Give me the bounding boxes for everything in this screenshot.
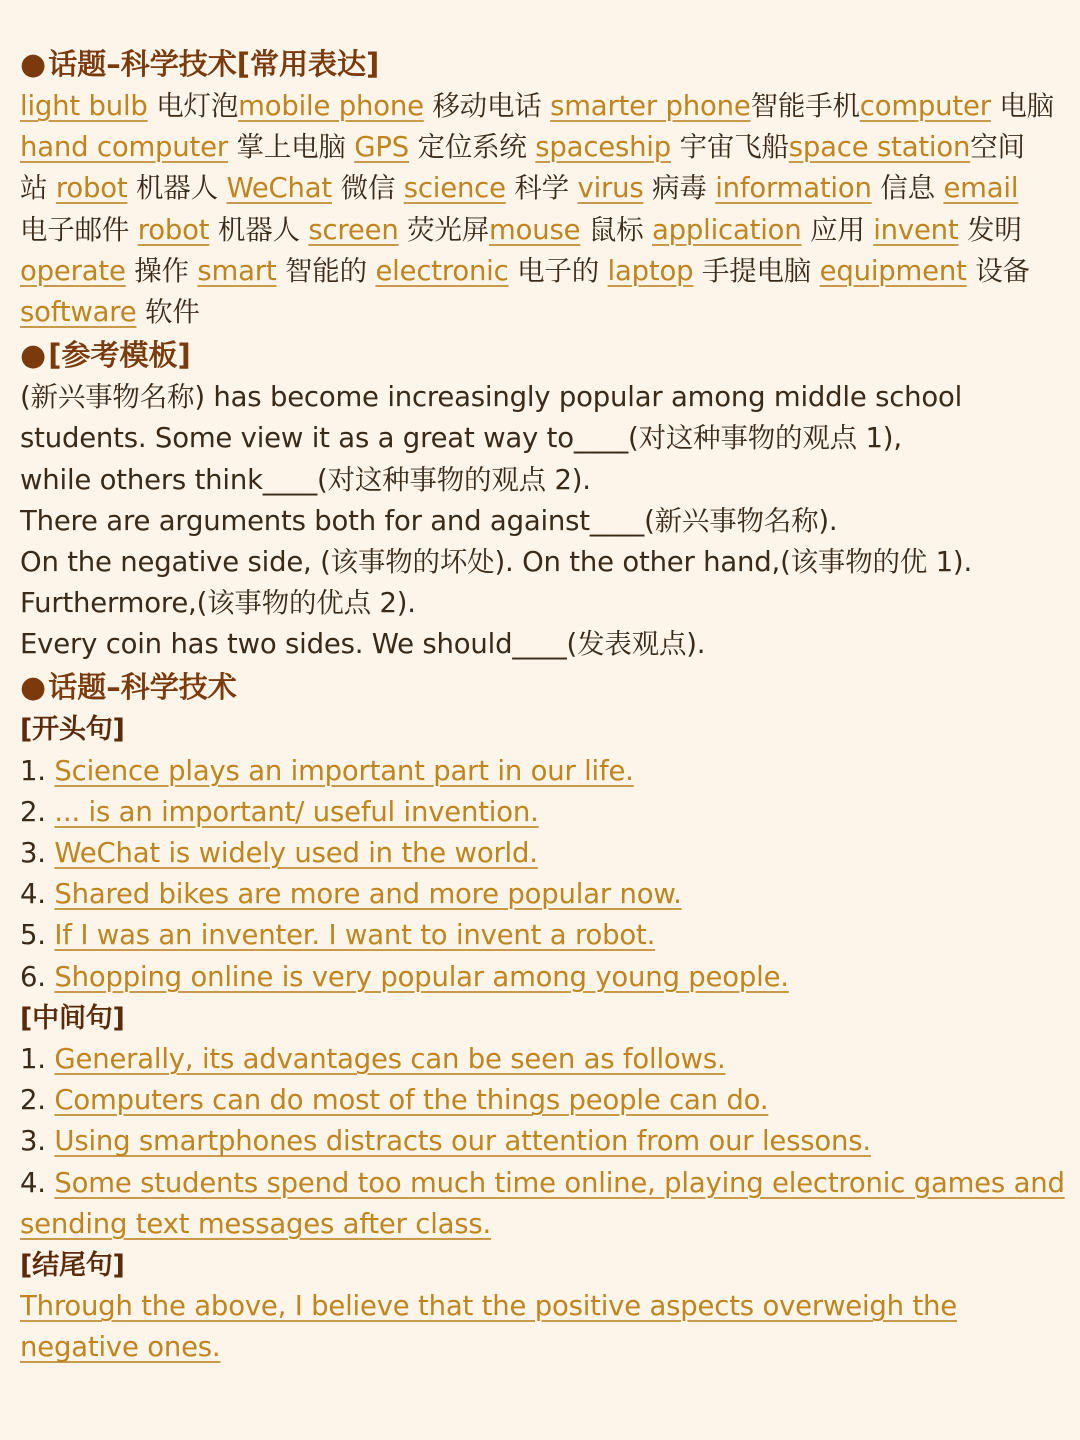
vocab-zh: 发明: [967, 213, 1022, 246]
sentence[interactable]: Using smartphones distracts our attention from our lessons.: [54, 1125, 871, 1158]
vocab-en[interactable]: equipment: [819, 254, 967, 287]
vocab-zh: 设备: [975, 254, 1030, 287]
closing-sentence: [20, 1286, 1070, 1327]
vocab-en[interactable]: invent: [873, 213, 959, 246]
sentence[interactable]: Through the above, I believe that the positive aspects overweigh the: [20, 1290, 957, 1323]
vocab-zh: 荧光屏: [407, 213, 490, 246]
middle-label: [中间句]: [20, 1002, 125, 1034]
vocab-en[interactable]: operate: [20, 254, 126, 287]
vocab-zh: 科学: [514, 172, 569, 205]
vocab-line: [20, 127, 1070, 168]
section-title-sentences: ●话题–科学技术: [20, 670, 237, 706]
vocab-zh: 电子邮件: [20, 213, 130, 246]
sentence[interactable]: Shared bikes are more and more popular now.: [54, 878, 682, 911]
vocab-line: [20, 210, 1070, 251]
vocab-zh: 定位系统: [417, 131, 527, 164]
vocab-en[interactable]: hand computer: [20, 131, 228, 164]
vocab-line: [20, 86, 1070, 127]
list-item: [20, 751, 1070, 792]
item-number: 2.: [20, 795, 46, 828]
item-number: 4.: [20, 1166, 46, 1199]
item-number: 4.: [20, 878, 46, 911]
template-line: while others think____(对这种事物的观点 2).: [20, 463, 591, 496]
vocab-zh: 机器人: [217, 213, 300, 246]
vocab-en[interactable]: electronic: [375, 254, 509, 287]
item-number: 3.: [20, 1125, 46, 1158]
vocab-line: [20, 251, 1070, 292]
vocab-en[interactable]: computer: [859, 90, 991, 122]
list-item: [20, 833, 1070, 874]
item-number: 1.: [20, 754, 46, 787]
vocab-en[interactable]: software: [20, 295, 137, 328]
bullet-icon: ●: [20, 338, 47, 374]
sentence[interactable]: ... is an important/ useful invention.: [54, 795, 539, 828]
vocab-zh: 操作: [134, 254, 189, 287]
sentence[interactable]: sending text messages after class.: [20, 1207, 492, 1240]
vocab-zh: 电灯泡: [156, 90, 239, 122]
vocab-en[interactable]: screen: [308, 213, 399, 246]
vocab-zh: 软件: [145, 295, 200, 328]
list-item: [20, 915, 1070, 956]
vocab-zh: 站: [20, 172, 48, 205]
item-number: 5.: [20, 919, 46, 952]
opening-label: [开头句]: [20, 714, 125, 746]
list-item: [20, 1163, 1070, 1204]
closing-sentence-continuation: [20, 1327, 1070, 1368]
vocab-en[interactable]: mobile phone: [238, 90, 424, 122]
vocab-zh: 手提电脑: [701, 254, 812, 287]
vocab-zh: 鼠标: [588, 213, 644, 246]
vocab-en[interactable]: light bulb: [20, 90, 148, 122]
vocab-en[interactable]: mouse: [489, 213, 581, 246]
sentence[interactable]: negative ones.: [20, 1331, 221, 1364]
vocab-zh: 电脑: [999, 90, 1054, 122]
sentence[interactable]: Some students spend too much time online, playing electronic games and: [54, 1166, 1065, 1199]
vocab-en[interactable]: smart: [197, 254, 277, 287]
vocab-zh: 应用: [810, 213, 865, 246]
list-item-continuation: [20, 1204, 1070, 1245]
vocab-en[interactable]: GPS: [354, 131, 409, 164]
item-number: 1.: [20, 1042, 46, 1075]
vocab-en[interactable]: spaceship: [535, 131, 672, 164]
sentence[interactable]: WeChat is widely used in the world.: [54, 837, 538, 869]
vocab-en[interactable]: virus: [577, 172, 644, 205]
vocab-en[interactable]: WeChat: [226, 172, 333, 205]
vocab-line: [20, 292, 1070, 333]
vocab-zh: 空间: [970, 131, 1025, 164]
vocab-en[interactable]: space station: [788, 131, 971, 164]
sentence[interactable]: Shopping online is very popular among young people.: [54, 960, 789, 993]
list-item: [20, 1121, 1070, 1162]
sentence[interactable]: Generally, its advantages can be seen as follows.: [54, 1042, 726, 1075]
closing-label: [结尾句]: [20, 1249, 125, 1281]
vocab-zh: 智能手机: [750, 90, 860, 122]
vocab-zh: 宇宙飞船: [679, 131, 789, 164]
template-line: Every coin has two sides. We should____(发表观点).: [20, 628, 706, 661]
section-title-expressions: ●话题–科学技术[常用表达]: [20, 47, 380, 82]
list-item: [20, 874, 1070, 915]
item-number: 3.: [20, 837, 46, 869]
vocab-en[interactable]: email: [943, 172, 1019, 205]
vocab-en[interactable]: science: [403, 172, 506, 205]
vocab-zh: 微信: [340, 172, 396, 205]
bullet-icon: ●: [20, 47, 47, 82]
template-line: There are arguments both for and against____(新兴事物名称).: [20, 504, 838, 537]
vocab-zh: 移动电话: [432, 90, 542, 122]
template-line: Furthermore,(该事物的优点 2).: [20, 587, 416, 620]
vocab-zh: 智能的: [284, 254, 367, 287]
list-item: [20, 792, 1070, 833]
template-line: (新兴事物名称) has become increasingly popular among middle school: [20, 381, 963, 414]
vocab-zh: 机器人: [136, 172, 218, 205]
sentence[interactable]: If I was an inventer. I want to invent a robot.: [54, 919, 656, 952]
vocab-en[interactable]: application: [652, 213, 802, 246]
sentence[interactable]: Science plays an important part in our life.: [54, 754, 634, 787]
vocab-en[interactable]: smarter phone: [550, 90, 751, 122]
section-title-template: ●[参考模板]: [20, 338, 191, 374]
vocab-en[interactable]: robot: [55, 172, 128, 205]
sentence[interactable]: Computers can do most of the things people can do.: [54, 1084, 769, 1117]
vocab-zh: 信息: [880, 172, 935, 205]
list-item: [20, 1039, 1070, 1080]
vocab-en[interactable]: laptop: [607, 254, 694, 287]
vocab-zh: 病毒: [652, 172, 707, 205]
list-item: [20, 1080, 1070, 1121]
vocab-zh: 掌上电脑: [236, 131, 346, 164]
item-number: 2.: [20, 1084, 46, 1117]
item-number: 6.: [20, 960, 46, 993]
vocab-zh: 电子的: [517, 254, 599, 287]
template-line: On the negative side, (该事物的坏处). On the other hand,(该事物的优 1).: [20, 545, 973, 578]
list-item: [20, 957, 1070, 998]
vocab-line: [20, 168, 1070, 209]
bullet-icon: ●: [20, 670, 47, 706]
template-line: students. Some view it as a great way to____(对这种事物的观点 1),: [20, 422, 902, 455]
vocab-en[interactable]: robot: [137, 213, 210, 246]
vocab-en[interactable]: information: [715, 172, 872, 205]
